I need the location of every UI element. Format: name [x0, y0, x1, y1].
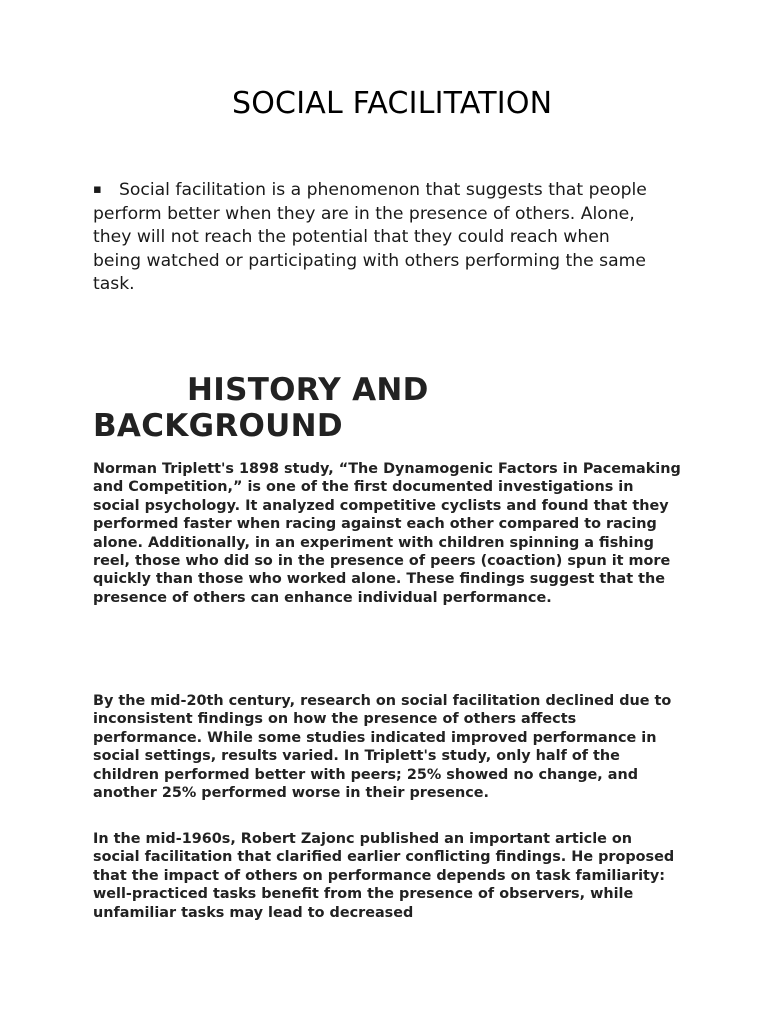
page-title: SOCIAL FACILITATION [232, 86, 553, 121]
body-paragraph-decline: By the mid-20th century, research on social facilitation declined due to inconsistent findings on how the presence of others affects performance. While some studies indicated improved performance in social settings, results varied. In Triplett's study, only half of the children performed better with peers; 25% showed no change, and another 25% performed worse in their presence. [93, 693, 672, 802]
intro-text: Social facilitation is a phenomenon that suggests that people perform better when they are in the presence of others. Alone, they will not reach the potential that they could reach when being watched or participating with others performing the same task. [93, 180, 647, 295]
body-paragraph-triplett: Norman Triplett's 1898 study, “The Dynamogenic Factors in Pacemaking and Competition,” is one of the first documented investigations in social psychology. It analyzed competitive cyclists and found that they performed faster when racing against each other compared to racing alone. Additionally, in an experiment with children spinning a fishing reel, those who did so in the presence of peers (coaction) spun it more quickly than those who worked alone. These findings suggest that the presence of others can enhance individual performance. [93, 461, 681, 606]
intro-paragraph [93, 178, 653, 297]
body-paragraph-zajonc: In the mid-1960s, Robert Zajonc published an important article on social facilitation that clarified earlier conflicting findings. He proposed that the impact of others on performance depends on task familiarity: well-practiced tasks benefit from the presence of observers, while unfamiliar tasks may lead to decreased [93, 831, 675, 921]
bullet-marker: ▪ [93, 182, 102, 197]
section-heading-line2: BACKGROUND [93, 408, 343, 444]
section-heading-line1: HISTORY AND [187, 372, 429, 408]
section-heading [93, 372, 429, 444]
